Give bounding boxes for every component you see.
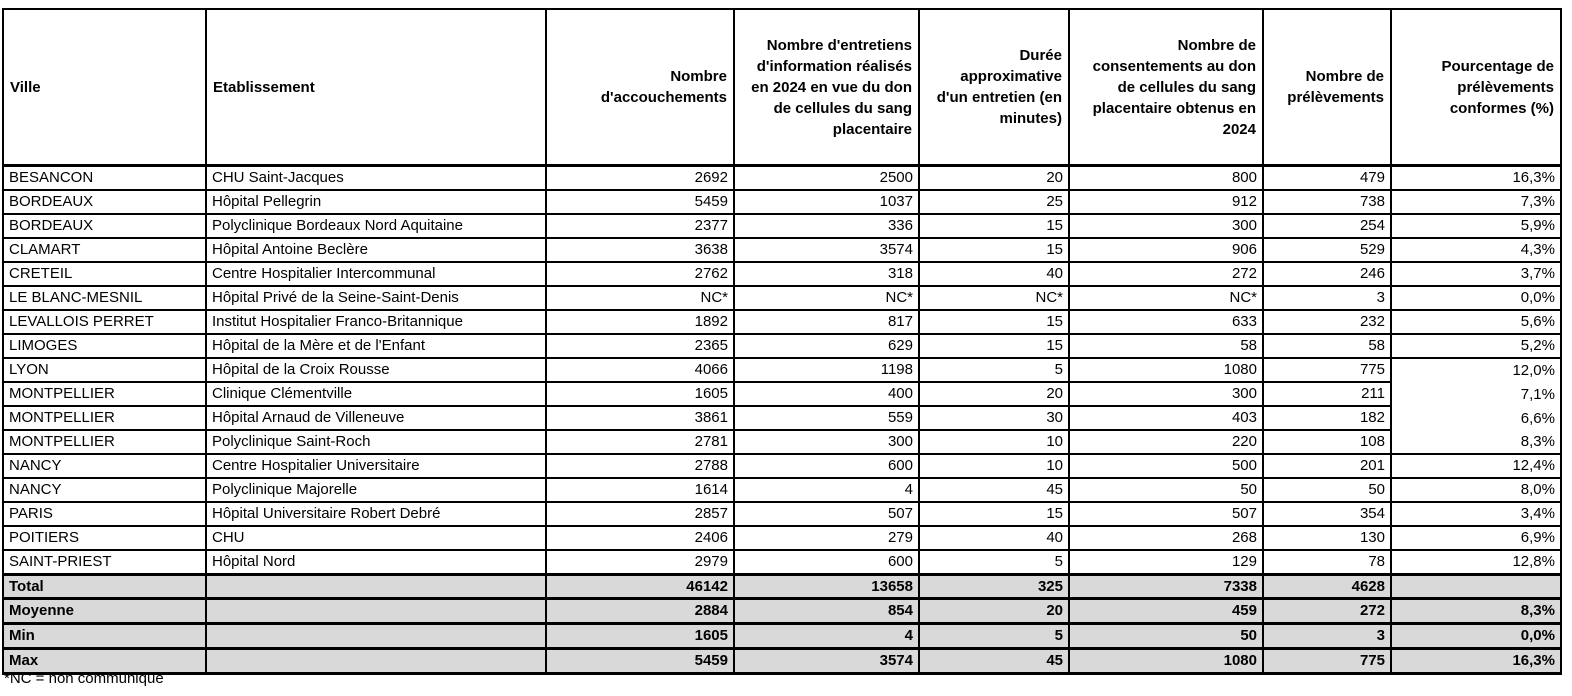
- cell-duree: 15: [920, 503, 1070, 527]
- summary-row-max: [4, 650, 1562, 675]
- cell-ville: MONTPELLIER: [4, 407, 207, 431]
- cell-consentements: 58: [1070, 335, 1264, 359]
- summary-label: Min: [4, 625, 207, 650]
- summary-accouchements: 46142: [547, 575, 735, 600]
- cell-prelevements: 211: [1264, 383, 1392, 407]
- cell-ville: LE BLANC-MESNIL: [4, 287, 207, 311]
- cell-prelevements: 254: [1264, 215, 1392, 239]
- cell-pourcentage: 4,3%: [1392, 239, 1562, 263]
- cell-accouchements: NC*: [547, 287, 735, 311]
- cell-consentements: 1080: [1070, 359, 1264, 383]
- cell-ville: MONTPELLIER: [4, 431, 207, 455]
- cell-etablissement: Clinique Clémentville: [207, 383, 547, 407]
- cell-accouchements: 2781: [547, 431, 735, 455]
- summary-accouchements: 5459: [547, 650, 735, 675]
- data-table: [2, 8, 1562, 675]
- cell-prelevements: 232: [1264, 311, 1392, 335]
- cell-accouchements: 1605: [547, 383, 735, 407]
- cell-consentements: 912: [1070, 191, 1264, 215]
- cell-accouchements: 1614: [547, 479, 735, 503]
- cell-entretiens: 1037: [735, 191, 920, 215]
- col-header-consentements: Nombre de consentements au don de cellules du sang placentaire obtenus en 2024: [1070, 10, 1264, 167]
- summary-consentements: 1080: [1070, 650, 1264, 675]
- cell-entretiens: 4: [735, 479, 920, 503]
- cell-accouchements: 2365: [547, 335, 735, 359]
- cell-pourcentage: 3,7%: [1392, 263, 1562, 287]
- col-header-etablissement: Etablissement: [207, 10, 547, 167]
- cell-etablissement: Institut Hospitalier Franco-Britannique: [207, 311, 547, 335]
- cell-consentements: 507: [1070, 503, 1264, 527]
- summary-pourcentage: 16,3%: [1392, 650, 1562, 675]
- summary-label: Moyenne: [4, 600, 207, 625]
- cell-etablissement: Hôpital Pellegrin: [207, 191, 547, 215]
- cell-accouchements: 2406: [547, 527, 735, 551]
- table-row: [4, 287, 1562, 311]
- cell-prelevements: 182: [1264, 407, 1392, 431]
- summary-duree: 20: [920, 600, 1070, 625]
- cell-etablissement: Hôpital Antoine Beclère: [207, 239, 547, 263]
- cell-pourcentage: 8,3%: [1392, 431, 1562, 455]
- summary-pourcentage: 0,0%: [1392, 625, 1562, 650]
- cell-entretiens: NC*: [735, 287, 920, 311]
- summary-consentements: 459: [1070, 600, 1264, 625]
- col-header-pourcentage: Pourcentage de prélèvements conformes (%): [1392, 10, 1562, 167]
- col-header-duree: Durée approximative d'un entretien (en minutes): [920, 10, 1070, 167]
- cell-pourcentage: 6,6%: [1392, 407, 1562, 431]
- summary-etablissement-empty: [207, 650, 547, 675]
- cell-prelevements: 246: [1264, 263, 1392, 287]
- cell-prelevements: 738: [1264, 191, 1392, 215]
- cell-duree: NC*: [920, 287, 1070, 311]
- cell-entretiens: 336: [735, 215, 920, 239]
- cell-etablissement: Hôpital de la Mère et de l'Enfant: [207, 335, 547, 359]
- cell-duree: 20: [920, 167, 1070, 191]
- cell-pourcentage: 7,3%: [1392, 191, 1562, 215]
- cell-pourcentage: 16,3%: [1392, 167, 1562, 191]
- cell-entretiens: 318: [735, 263, 920, 287]
- cell-duree: 10: [920, 431, 1070, 455]
- summary-row-total: [4, 575, 1562, 600]
- table-row: [4, 431, 1562, 455]
- cell-entretiens: 3574: [735, 239, 920, 263]
- cell-pourcentage: 5,6%: [1392, 311, 1562, 335]
- cell-duree: 10: [920, 455, 1070, 479]
- cell-prelevements: 354: [1264, 503, 1392, 527]
- cell-pourcentage: 12,4%: [1392, 455, 1562, 479]
- cell-accouchements: 1892: [547, 311, 735, 335]
- table-row: [4, 407, 1562, 431]
- footnote: *NC = non communiqué: [4, 670, 164, 687]
- cell-consentements: 220: [1070, 431, 1264, 455]
- table-row: [4, 191, 1562, 215]
- cell-ville: SAINT-PRIEST: [4, 551, 207, 575]
- summary-consentements: 50: [1070, 625, 1264, 650]
- cell-entretiens: 1198: [735, 359, 920, 383]
- table-row: [4, 455, 1562, 479]
- cell-duree: 25: [920, 191, 1070, 215]
- cell-duree: 15: [920, 311, 1070, 335]
- cell-pourcentage: 5,9%: [1392, 215, 1562, 239]
- cell-duree: 20: [920, 383, 1070, 407]
- col-header-accouchements: Nombre d'accouchements: [547, 10, 735, 167]
- cell-etablissement: Hôpital Nord: [207, 551, 547, 575]
- cell-entretiens: 817: [735, 311, 920, 335]
- col-header-entretiens: Nombre d'entretiens d'information réalisés en 2024 en vue du don de cellules du sang placentaire: [735, 10, 920, 167]
- cell-pourcentage: 5,2%: [1392, 335, 1562, 359]
- cell-entretiens: 279: [735, 527, 920, 551]
- summary-prelevements: 775: [1264, 650, 1392, 675]
- cell-prelevements: 3: [1264, 287, 1392, 311]
- cell-ville: BESANCON: [4, 167, 207, 191]
- table-row: [4, 479, 1562, 503]
- cell-etablissement: Polyclinique Bordeaux Nord Aquitaine: [207, 215, 547, 239]
- cell-pourcentage: 0,0%: [1392, 287, 1562, 311]
- cell-ville: BORDEAUX: [4, 191, 207, 215]
- cell-pourcentage: 8,0%: [1392, 479, 1562, 503]
- cell-ville: MONTPELLIER: [4, 383, 207, 407]
- cell-duree: 40: [920, 527, 1070, 551]
- table-row: [4, 263, 1562, 287]
- table-row: [4, 527, 1562, 551]
- cell-ville: CRETEIL: [4, 263, 207, 287]
- summary-prelevements: 4628: [1264, 575, 1392, 600]
- cell-accouchements: 2762: [547, 263, 735, 287]
- cell-prelevements: 201: [1264, 455, 1392, 479]
- table-row: [4, 551, 1562, 575]
- cell-etablissement: Centre Hospitalier Intercommunal: [207, 263, 547, 287]
- table-row: [4, 311, 1562, 335]
- cell-consentements: 129: [1070, 551, 1264, 575]
- summary-row-min: [4, 625, 1562, 650]
- cell-accouchements: 4066: [547, 359, 735, 383]
- cell-prelevements: 529: [1264, 239, 1392, 263]
- summary-etablissement-empty: [207, 625, 547, 650]
- table-row: [4, 359, 1562, 383]
- cell-prelevements: 479: [1264, 167, 1392, 191]
- summary-label: Max: [4, 650, 207, 675]
- table-row: [4, 215, 1562, 239]
- col-header-ville: Ville: [4, 10, 207, 167]
- cell-entretiens: 559: [735, 407, 920, 431]
- cell-consentements: 272: [1070, 263, 1264, 287]
- table-row: [4, 335, 1562, 359]
- cell-consentements: 500: [1070, 455, 1264, 479]
- cell-consentements: 403: [1070, 407, 1264, 431]
- cell-accouchements: 2979: [547, 551, 735, 575]
- cell-duree: 40: [920, 263, 1070, 287]
- cell-duree: 15: [920, 239, 1070, 263]
- cell-ville: LYON: [4, 359, 207, 383]
- cell-etablissement: Hôpital Universitaire Robert Debré: [207, 503, 547, 527]
- cell-consentements: 906: [1070, 239, 1264, 263]
- cell-entretiens: 300: [735, 431, 920, 455]
- cell-etablissement: CHU Saint-Jacques: [207, 167, 547, 191]
- cell-ville: NANCY: [4, 479, 207, 503]
- cell-duree: 15: [920, 335, 1070, 359]
- cell-duree: 5: [920, 551, 1070, 575]
- cell-consentements: 800: [1070, 167, 1264, 191]
- cell-accouchements: 3861: [547, 407, 735, 431]
- cell-ville: NANCY: [4, 455, 207, 479]
- cell-accouchements: 2377: [547, 215, 735, 239]
- cell-etablissement: Centre Hospitalier Universitaire: [207, 455, 547, 479]
- cell-entretiens: 2500: [735, 167, 920, 191]
- cell-accouchements: 3638: [547, 239, 735, 263]
- cell-entretiens: 600: [735, 455, 920, 479]
- summary-entretiens: 13658: [735, 575, 920, 600]
- cell-entretiens: 400: [735, 383, 920, 407]
- table-row: [4, 239, 1562, 263]
- cell-consentements: 50: [1070, 479, 1264, 503]
- cell-ville: BORDEAUX: [4, 215, 207, 239]
- cell-etablissement: Hôpital de la Croix Rousse: [207, 359, 547, 383]
- cell-prelevements: 775: [1264, 359, 1392, 383]
- cell-accouchements: 2788: [547, 455, 735, 479]
- summary-duree: 45: [920, 650, 1070, 675]
- summary-label: Total: [4, 575, 207, 600]
- cell-prelevements: 58: [1264, 335, 1392, 359]
- summary-etablissement-empty: [207, 575, 547, 600]
- cell-etablissement: Hôpital Privé de la Seine-Saint-Denis: [207, 287, 547, 311]
- summary-prelevements: 272: [1264, 600, 1392, 625]
- cell-consentements: 300: [1070, 215, 1264, 239]
- cell-ville: LEVALLOIS PERRET: [4, 311, 207, 335]
- cell-pourcentage: 7,1%: [1392, 383, 1562, 407]
- cell-entretiens: 600: [735, 551, 920, 575]
- cell-duree: 5: [920, 359, 1070, 383]
- summary-accouchements: 1605: [547, 625, 735, 650]
- cell-prelevements: 50: [1264, 479, 1392, 503]
- cell-pourcentage: 3,4%: [1392, 503, 1562, 527]
- cell-accouchements: 2857: [547, 503, 735, 527]
- cell-ville: CLAMART: [4, 239, 207, 263]
- summary-duree: 5: [920, 625, 1070, 650]
- cell-etablissement: Polyclinique Majorelle: [207, 479, 547, 503]
- cell-ville: PARIS: [4, 503, 207, 527]
- table-row: [4, 167, 1562, 191]
- cell-etablissement: Polyclinique Saint-Roch: [207, 431, 547, 455]
- cell-accouchements: 5459: [547, 191, 735, 215]
- cell-entretiens: 629: [735, 335, 920, 359]
- summary-accouchements: 2884: [547, 600, 735, 625]
- summary-consentements: 7338: [1070, 575, 1264, 600]
- summary-entretiens: 3574: [735, 650, 920, 675]
- cell-ville: POITIERS: [4, 527, 207, 551]
- cell-etablissement: CHU: [207, 527, 547, 551]
- cell-consentements: 633: [1070, 311, 1264, 335]
- cell-duree: 15: [920, 215, 1070, 239]
- table-row: [4, 503, 1562, 527]
- cell-accouchements: 2692: [547, 167, 735, 191]
- summary-row-moyenne: [4, 600, 1562, 625]
- col-header-prelevements: Nombre de prélèvements: [1264, 10, 1392, 167]
- cell-etablissement: Hôpital Arnaud de Villeneuve: [207, 407, 547, 431]
- cell-prelevements: 78: [1264, 551, 1392, 575]
- cell-duree: 30: [920, 407, 1070, 431]
- header-row: [4, 10, 1562, 167]
- cell-pourcentage: 12,8%: [1392, 551, 1562, 575]
- cell-ville: LIMOGES: [4, 335, 207, 359]
- table-body: [4, 167, 1562, 675]
- cell-consentements: NC*: [1070, 287, 1264, 311]
- cell-prelevements: 108: [1264, 431, 1392, 455]
- cell-entretiens: 507: [735, 503, 920, 527]
- cell-prelevements: 130: [1264, 527, 1392, 551]
- cell-consentements: 268: [1070, 527, 1264, 551]
- summary-pourcentage: [1392, 575, 1562, 600]
- summary-pourcentage: 8,3%: [1392, 600, 1562, 625]
- summary-prelevements: 3: [1264, 625, 1392, 650]
- table-row: [4, 383, 1562, 407]
- summary-etablissement-empty: [207, 600, 547, 625]
- cell-duree: 45: [920, 479, 1070, 503]
- summary-duree: 325: [920, 575, 1070, 600]
- cell-pourcentage: 12,0%: [1392, 359, 1562, 383]
- summary-entretiens: 854: [735, 600, 920, 625]
- cell-consentements: 300: [1070, 383, 1264, 407]
- cell-pourcentage: 6,9%: [1392, 527, 1562, 551]
- summary-entretiens: 4: [735, 625, 920, 650]
